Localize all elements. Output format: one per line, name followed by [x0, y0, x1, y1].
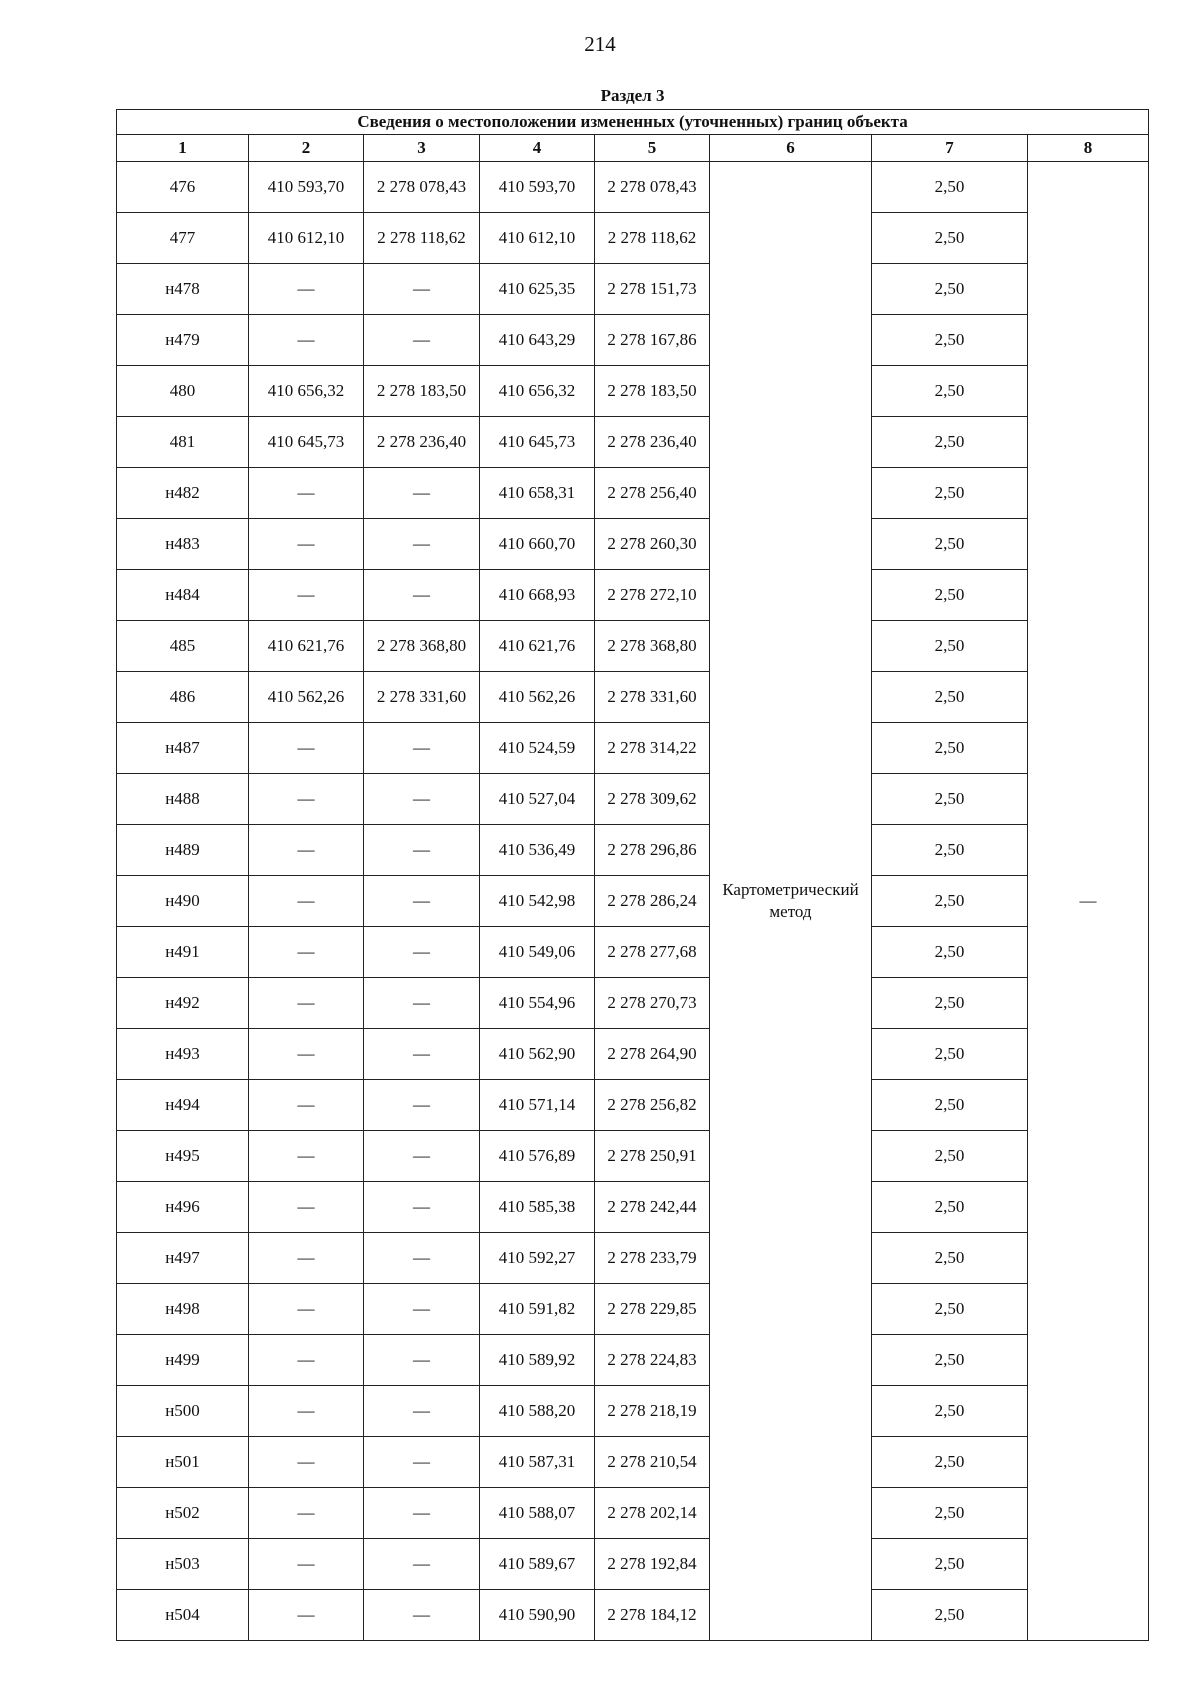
table-row — [117, 978, 1149, 1029]
accuracy-cell: 2,50 — [872, 978, 1028, 1029]
table-row — [117, 774, 1149, 825]
point-number-cell: н497 — [117, 1233, 249, 1284]
new-x-cell: 410 590,90 — [480, 1590, 595, 1641]
new-y-cell: 2 278 224,83 — [595, 1335, 710, 1386]
old-y-cell: — — [364, 1080, 480, 1131]
column-number: 8 — [1028, 135, 1149, 162]
accuracy-cell: 2,50 — [872, 366, 1028, 417]
point-number-cell: 481 — [117, 417, 249, 468]
new-x-cell: 410 625,35 — [480, 264, 595, 315]
old-x-cell: — — [249, 723, 364, 774]
method-cell: Картометрический метод — [710, 162, 872, 1641]
point-number-cell: н500 — [117, 1386, 249, 1437]
new-x-cell: 410 592,27 — [480, 1233, 595, 1284]
new-x-cell: 410 562,26 — [480, 672, 595, 723]
old-y-cell: 2 278 331,60 — [364, 672, 480, 723]
new-y-cell: 2 278 260,30 — [595, 519, 710, 570]
old-y-cell: — — [364, 774, 480, 825]
new-y-cell: 2 278 368,80 — [595, 621, 710, 672]
old-y-cell: — — [364, 315, 480, 366]
point-number-cell: н482 — [117, 468, 249, 519]
old-x-cell: 410 621,76 — [249, 621, 364, 672]
new-y-cell: 2 278 256,40 — [595, 468, 710, 519]
point-number-cell: н479 — [117, 315, 249, 366]
accuracy-cell: 2,50 — [872, 723, 1028, 774]
old-y-cell: — — [364, 1233, 480, 1284]
table-row — [117, 1590, 1149, 1641]
old-x-cell: — — [249, 1284, 364, 1335]
accuracy-cell: 2,50 — [872, 1539, 1028, 1590]
point-number-cell: н487 — [117, 723, 249, 774]
accuracy-cell: 2,50 — [872, 213, 1028, 264]
old-y-cell: — — [364, 927, 480, 978]
point-number-cell: 477 — [117, 213, 249, 264]
new-x-cell: 410 612,10 — [480, 213, 595, 264]
point-number-cell: н483 — [117, 519, 249, 570]
new-x-cell: 410 554,96 — [480, 978, 595, 1029]
old-y-cell: — — [364, 1539, 480, 1590]
new-x-cell: 410 645,73 — [480, 417, 595, 468]
old-y-cell: — — [364, 1182, 480, 1233]
table-title: Сведения о местоположении измененных (уточненных) границ объекта — [117, 110, 1149, 135]
old-x-cell: 410 645,73 — [249, 417, 364, 468]
point-number-cell: н494 — [117, 1080, 249, 1131]
new-x-cell: 410 660,70 — [480, 519, 595, 570]
point-number-cell: н490 — [117, 876, 249, 927]
new-x-cell: 410 524,59 — [480, 723, 595, 774]
point-number-cell: н492 — [117, 978, 249, 1029]
old-y-cell: — — [364, 1488, 480, 1539]
table-row — [117, 417, 1149, 468]
old-y-cell: — — [364, 978, 480, 1029]
new-y-cell: 2 278 250,91 — [595, 1131, 710, 1182]
table-row — [117, 264, 1149, 315]
new-y-cell: 2 278 118,62 — [595, 213, 710, 264]
old-x-cell: 410 612,10 — [249, 213, 364, 264]
table-row — [117, 162, 1149, 213]
new-y-cell: 2 278 270,73 — [595, 978, 710, 1029]
column-number: 4 — [480, 135, 595, 162]
new-y-cell: 2 278 309,62 — [595, 774, 710, 825]
table-row — [117, 570, 1149, 621]
old-y-cell: — — [364, 1131, 480, 1182]
table-row — [117, 213, 1149, 264]
new-x-cell: 410 527,04 — [480, 774, 595, 825]
new-y-cell: 2 278 264,90 — [595, 1029, 710, 1080]
point-number-cell: 480 — [117, 366, 249, 417]
new-y-cell: 2 278 192,84 — [595, 1539, 710, 1590]
column-number: 3 — [364, 135, 480, 162]
new-x-cell: 410 589,67 — [480, 1539, 595, 1590]
accuracy-cell: 2,50 — [872, 1386, 1028, 1437]
point-number-cell: н501 — [117, 1437, 249, 1488]
old-x-cell: — — [249, 825, 364, 876]
new-y-cell: 2 278 184,12 — [595, 1590, 710, 1641]
old-y-cell: — — [364, 570, 480, 621]
new-x-cell: 410 658,31 — [480, 468, 595, 519]
new-x-cell: 410 587,31 — [480, 1437, 595, 1488]
accuracy-cell: 2,50 — [872, 774, 1028, 825]
old-x-cell: — — [249, 978, 364, 1029]
old-x-cell: — — [249, 1437, 364, 1488]
new-x-cell: 410 621,76 — [480, 621, 595, 672]
old-y-cell: — — [364, 1284, 480, 1335]
point-number-cell: н489 — [117, 825, 249, 876]
accuracy-cell: 2,50 — [872, 1182, 1028, 1233]
old-x-cell: — — [249, 1233, 364, 1284]
new-y-cell: 2 278 167,86 — [595, 315, 710, 366]
new-x-cell: 410 656,32 — [480, 366, 595, 417]
point-number-cell: н496 — [117, 1182, 249, 1233]
old-y-cell: — — [364, 723, 480, 774]
table-row — [117, 1233, 1149, 1284]
old-y-cell: — — [364, 1590, 480, 1641]
table-row — [117, 825, 1149, 876]
accuracy-cell: 2,50 — [872, 468, 1028, 519]
point-number-cell: н502 — [117, 1488, 249, 1539]
new-x-cell: 410 668,93 — [480, 570, 595, 621]
old-x-cell: — — [249, 774, 364, 825]
table-row — [117, 723, 1149, 774]
point-number-cell: н491 — [117, 927, 249, 978]
column-number: 6 — [710, 135, 872, 162]
accuracy-cell: 2,50 — [872, 1335, 1028, 1386]
accuracy-cell: 2,50 — [872, 1080, 1028, 1131]
new-y-cell: 2 278 314,22 — [595, 723, 710, 774]
section-label: Раздел 3 — [600, 86, 665, 105]
old-y-cell: 2 278 368,80 — [364, 621, 480, 672]
old-x-cell: — — [249, 264, 364, 315]
column-number: 5 — [595, 135, 710, 162]
point-number-cell: н488 — [117, 774, 249, 825]
table-row — [117, 1437, 1149, 1488]
table-row — [117, 927, 1149, 978]
point-number-cell: н495 — [117, 1131, 249, 1182]
table-row — [117, 1131, 1149, 1182]
point-number-cell: н478 — [117, 264, 249, 315]
new-y-cell: 2 278 236,40 — [595, 417, 710, 468]
new-x-cell: 410 591,82 — [480, 1284, 595, 1335]
table-row — [117, 672, 1149, 723]
accuracy-cell: 2,50 — [872, 927, 1028, 978]
old-y-cell: — — [364, 519, 480, 570]
table-row — [117, 1284, 1149, 1335]
old-y-cell: — — [364, 825, 480, 876]
point-number-cell: н499 — [117, 1335, 249, 1386]
accuracy-cell: 2,50 — [872, 672, 1028, 723]
point-number-cell: н504 — [117, 1590, 249, 1641]
old-x-cell: 410 593,70 — [249, 162, 364, 213]
new-x-cell: 410 593,70 — [480, 162, 595, 213]
table-row — [117, 1386, 1149, 1437]
page-number: 214 — [584, 32, 616, 56]
point-number-cell: н503 — [117, 1539, 249, 1590]
old-x-cell: — — [249, 1029, 364, 1080]
table-row — [117, 1182, 1149, 1233]
new-y-cell: 2 278 218,19 — [595, 1386, 710, 1437]
old-y-cell: 2 278 118,62 — [364, 213, 480, 264]
accuracy-cell: 2,50 — [872, 162, 1028, 213]
column-number-row — [117, 135, 1149, 162]
old-x-cell: — — [249, 1335, 364, 1386]
accuracy-cell: 2,50 — [872, 1029, 1028, 1080]
table-row — [117, 876, 1149, 927]
new-x-cell: 410 585,38 — [480, 1182, 595, 1233]
old-x-cell: — — [249, 315, 364, 366]
table-row — [117, 468, 1149, 519]
new-y-cell: 2 278 151,73 — [595, 264, 710, 315]
new-y-cell: 2 278 242,44 — [595, 1182, 710, 1233]
point-number-cell: н493 — [117, 1029, 249, 1080]
new-x-cell: 410 562,90 — [480, 1029, 595, 1080]
table-row — [117, 1539, 1149, 1590]
new-y-cell: 2 278 210,54 — [595, 1437, 710, 1488]
accuracy-cell: 2,50 — [872, 1590, 1028, 1641]
old-y-cell: — — [364, 1437, 480, 1488]
old-y-cell: 2 278 078,43 — [364, 162, 480, 213]
new-y-cell: 2 278 277,68 — [595, 927, 710, 978]
new-y-cell: 2 278 331,60 — [595, 672, 710, 723]
old-y-cell: — — [364, 876, 480, 927]
accuracy-cell: 2,50 — [872, 570, 1028, 621]
old-y-cell: 2 278 183,50 — [364, 366, 480, 417]
accuracy-cell: 2,50 — [872, 825, 1028, 876]
table-row — [117, 621, 1149, 672]
table-row — [117, 1029, 1149, 1080]
point-number-cell: н498 — [117, 1284, 249, 1335]
point-number-cell: 486 — [117, 672, 249, 723]
old-x-cell: — — [249, 1131, 364, 1182]
accuracy-cell: 2,50 — [872, 315, 1028, 366]
accuracy-cell: 2,50 — [872, 519, 1028, 570]
new-y-cell: 2 278 233,79 — [595, 1233, 710, 1284]
new-y-cell: 2 278 286,24 — [595, 876, 710, 927]
new-y-cell: 2 278 202,14 — [595, 1488, 710, 1539]
old-x-cell: — — [249, 876, 364, 927]
new-x-cell: 410 643,29 — [480, 315, 595, 366]
table-row — [117, 366, 1149, 417]
new-x-cell: 410 542,98 — [480, 876, 595, 927]
old-x-cell: — — [249, 519, 364, 570]
new-x-cell: 410 576,89 — [480, 1131, 595, 1182]
new-x-cell: 410 549,06 — [480, 927, 595, 978]
new-x-cell: 410 588,07 — [480, 1488, 595, 1539]
table-row — [117, 1335, 1149, 1386]
old-x-cell: — — [249, 1182, 364, 1233]
accuracy-cell: 2,50 — [872, 1284, 1028, 1335]
old-x-cell: — — [249, 468, 364, 519]
old-y-cell: 2 278 236,40 — [364, 417, 480, 468]
column-number: 2 — [249, 135, 364, 162]
old-x-cell: — — [249, 1539, 364, 1590]
new-y-cell: 2 278 229,85 — [595, 1284, 710, 1335]
table-row — [117, 1080, 1149, 1131]
accuracy-cell: 2,50 — [872, 264, 1028, 315]
old-y-cell: — — [364, 1335, 480, 1386]
table-row — [117, 1488, 1149, 1539]
old-x-cell: — — [249, 1590, 364, 1641]
old-x-cell: 410 656,32 — [249, 366, 364, 417]
table-row — [117, 519, 1149, 570]
old-x-cell: — — [249, 570, 364, 621]
old-x-cell: — — [249, 927, 364, 978]
old-y-cell: — — [364, 468, 480, 519]
accuracy-cell: 2,50 — [872, 1233, 1028, 1284]
point-number-cell: 476 — [117, 162, 249, 213]
new-x-cell: 410 536,49 — [480, 825, 595, 876]
boundary-table — [116, 83, 1149, 1641]
old-x-cell: — — [249, 1488, 364, 1539]
column-number: 7 — [872, 135, 1028, 162]
new-x-cell: 410 588,20 — [480, 1386, 595, 1437]
new-y-cell: 2 278 078,43 — [595, 162, 710, 213]
old-x-cell: — — [249, 1080, 364, 1131]
accuracy-cell: 2,50 — [872, 1131, 1028, 1182]
accuracy-cell: 2,50 — [872, 1437, 1028, 1488]
accuracy-cell: 2,50 — [872, 876, 1028, 927]
new-x-cell: 410 571,14 — [480, 1080, 595, 1131]
old-y-cell: — — [364, 1029, 480, 1080]
accuracy-cell: 2,50 — [872, 621, 1028, 672]
old-x-cell: 410 562,26 — [249, 672, 364, 723]
column-8-cell: — — [1028, 162, 1149, 1641]
new-y-cell: 2 278 272,10 — [595, 570, 710, 621]
old-y-cell: — — [364, 264, 480, 315]
new-x-cell: 410 589,92 — [480, 1335, 595, 1386]
point-number-cell: н484 — [117, 570, 249, 621]
table-row — [117, 315, 1149, 366]
new-y-cell: 2 278 183,50 — [595, 366, 710, 417]
old-x-cell: — — [249, 1386, 364, 1437]
column-number: 1 — [117, 135, 249, 162]
point-number-cell: 485 — [117, 621, 249, 672]
accuracy-cell: 2,50 — [872, 417, 1028, 468]
new-y-cell: 2 278 256,82 — [595, 1080, 710, 1131]
old-y-cell: — — [364, 1386, 480, 1437]
accuracy-cell: 2,50 — [872, 1488, 1028, 1539]
new-y-cell: 2 278 296,86 — [595, 825, 710, 876]
